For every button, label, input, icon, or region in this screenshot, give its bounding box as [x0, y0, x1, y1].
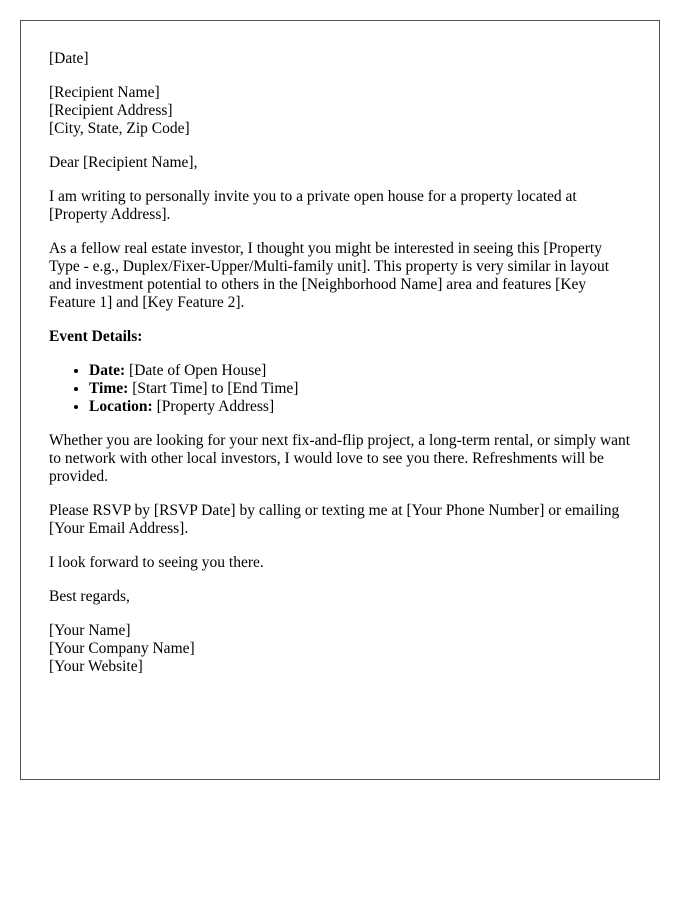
recipient-city-state-zip: [City, State, Zip Code]: [49, 120, 190, 137]
closing-invite-paragraph: Whether you are looking for your next fix-and-flip project, a long-term rental, or simply want to network with other local investors, I would love to see you there. Refreshments will be provided.: [49, 432, 631, 485]
recipient-address: [Recipient Address]: [49, 102, 173, 119]
event-details-list: [49, 362, 631, 416]
event-detail-value: [Property Address]: [152, 398, 275, 415]
signature-website: [Your Website]: [49, 658, 143, 675]
event-details-heading: Event Details:: [49, 328, 143, 345]
signature-company: [Your Company Name]: [49, 640, 195, 657]
recipient-name: [Recipient Name]: [49, 84, 160, 101]
event-detail-time: [89, 380, 631, 398]
event-detail-value: [Start Time] to [End Time]: [128, 380, 299, 397]
letter-page: [20, 20, 660, 780]
look-forward-paragraph: I look forward to seeing you there.: [49, 554, 264, 571]
event-detail-location: [89, 398, 631, 416]
recipient-block: [49, 84, 631, 138]
pitch-paragraph: As a fellow real estate investor, I thought you might be interested in seeing this [Property Type - e.g., Duplex/Fixer-Upper/Multi-family unit]. This property is very similar in layout and investment potential to others in the [Neighborhood Name] area and features [Key Feature 1] and [Key Feature 2].: [49, 240, 610, 311]
letter-date: [Date]: [49, 50, 89, 67]
event-detail-label: Date:: [89, 362, 126, 379]
event-detail-label: Time:: [89, 380, 129, 397]
rsvp-paragraph: Please RSVP by [RSVP Date] by calling or texting me at [Your Phone Number] or emailing [Your Email Address].: [49, 502, 620, 537]
event-detail-label: Location:: [89, 398, 153, 415]
event-detail-value: [Date of Open House]: [125, 362, 267, 379]
signature-block: [49, 622, 631, 676]
signature-name: [Your Name]: [49, 622, 131, 639]
event-detail-date: [89, 362, 631, 380]
signoff: Best regards,: [49, 588, 130, 605]
salutation: Dear [Recipient Name],: [49, 154, 198, 171]
intro-paragraph: I am writing to personally invite you to a private open house for a property located at [Property Address].: [49, 188, 577, 223]
